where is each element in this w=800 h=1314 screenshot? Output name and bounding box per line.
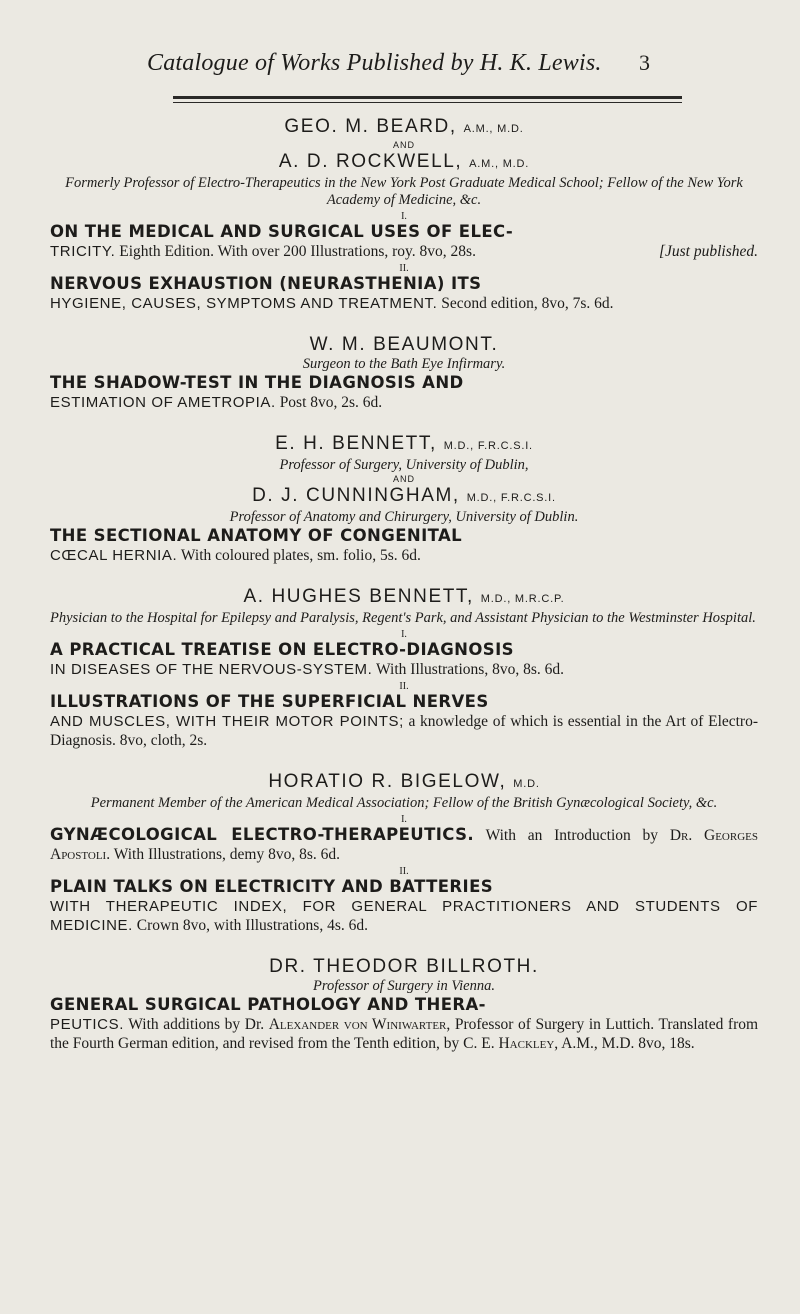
work-detail: With Illustrations, 8vo, 8s. 6d.	[376, 661, 564, 678]
author-name: HORATIO R. BIGELOW,	[268, 771, 507, 792]
work-subtitle: CŒCAL HERNIA.	[50, 547, 178, 564]
work-detail-name: Hackley,	[498, 1035, 559, 1052]
work-detail-pre: With additions by Dr.	[128, 1016, 265, 1033]
author-affiliation: Professor of Surgery, University of Dublin,	[279, 457, 529, 473]
author-degrees: M.D., M.R.C.P.	[480, 593, 565, 605]
work-entry	[50, 222, 758, 261]
header-rule-thick	[173, 96, 682, 99]
author-name: D. J. CUNNINGHAM,	[252, 485, 460, 506]
work-numeral: I.	[401, 814, 407, 825]
author-name: A. D. ROCKWELL,	[278, 151, 463, 172]
author-heading	[50, 151, 758, 175]
author-name: GEO. M. BEARD,	[284, 116, 457, 137]
work-subtitle: ESTIMATION OF AMETROPIA.	[50, 394, 276, 411]
author-affiliation: Physician to the Hospital for Epilepsy and Paralysis, Regent's Park, and Assistant Physician to the Westminster Hospital.	[50, 610, 756, 626]
work-detail: Crown 8vo, with Illustrations, 4s. 6d.	[136, 917, 368, 934]
author-heading	[50, 334, 758, 356]
entry-hughes-bennett	[50, 586, 758, 750]
author-name: DR. THEODOR BILLROTH.	[269, 956, 539, 977]
author-name: E. H. BENNETT,	[275, 433, 437, 454]
work-entry	[50, 274, 758, 313]
work-numeral: I.	[401, 629, 407, 640]
author-affiliation: Surgeon to the Bath Eye Infirmary.	[302, 356, 506, 372]
entry-bigelow	[50, 771, 758, 935]
header-rule-thin	[173, 102, 682, 103]
work-entry	[50, 526, 758, 565]
author-heading	[50, 433, 758, 457]
author-conjunction: AND	[392, 474, 415, 484]
author-degrees: M.D.	[513, 778, 540, 790]
author-heading	[50, 586, 758, 610]
author-name: A. HUGHES BENNETT,	[243, 586, 474, 607]
work-entry	[50, 825, 758, 864]
publication-note: [Just published.	[658, 243, 758, 260]
work-title: GENERAL SURGICAL PATHOLOGY AND THERA-	[50, 995, 486, 1014]
work-numeral: I.	[401, 211, 407, 222]
work-detail-name: Dr. Georges Apostoli.	[50, 827, 758, 863]
author-heading	[50, 116, 758, 140]
author-heading	[50, 771, 758, 795]
work-entry	[50, 995, 758, 1053]
work-detail: Professor of Surgery in Luttich. Translated from the Fourth German edition, and revised from the Tenth edition, by C. E.	[50, 1016, 759, 1052]
running-title: Catalogue of Works Published by H. K. Lewis.	[147, 50, 602, 76]
work-detail: a knowledge of which is essential in the Art of Electro-Diagnosis. 8vo, cloth, 2s.	[50, 713, 759, 749]
work-numeral: II.	[399, 681, 409, 692]
work-entry	[50, 640, 758, 679]
work-detail: Eighth Edition. With over 200 Illustrations, roy. 8vo, 28s.	[119, 243, 476, 260]
work-title: A PRACTICAL TREATISE ON ELECTRO-DIAGNOSIS	[50, 640, 514, 659]
author-affiliation: Formerly Professor of Electro-Therapeutics in the New York Post Graduate Medical School; Fellow of the New York Academy of Medicine, &c.	[65, 175, 743, 208]
work-title: GYNÆCOLOGICAL ELECTRO-THERAPEUTICS.	[50, 825, 475, 844]
work-detail-name: Alexander von Winiwarter,	[268, 1016, 451, 1033]
author-affiliation: Permanent Member of the American Medical Association; Fellow of the British Gynæcological Society, &c.	[90, 795, 718, 811]
work-title: THE SHADOW-TEST IN THE DIAGNOSIS AND	[50, 373, 464, 392]
entry-billroth	[50, 956, 758, 1053]
catalogue-content	[50, 110, 758, 1053]
work-detail: Second edition, 8vo, 7s. 6d.	[441, 295, 614, 312]
work-entry	[50, 877, 758, 935]
page-number: 3	[639, 50, 650, 75]
running-head	[0, 50, 800, 90]
work-title: ON THE MEDICAL AND SURGICAL USES OF ELEC-	[50, 222, 514, 241]
work-detail: Post 8vo, 2s. 6d.	[279, 394, 383, 411]
author-conjunction: AND	[392, 140, 415, 150]
entry-bennett-cunningham	[50, 433, 758, 565]
author-degrees: M.D., F.R.C.S.I.	[466, 492, 556, 504]
work-entry	[50, 692, 758, 750]
author-degrees: A.M., M.D.	[469, 158, 530, 170]
work-subtitle: AND MUSCLES, WITH THEIR MOTOR POINTS;	[50, 713, 404, 730]
work-title: ILLUSTRATIONS OF THE SUPERFICIAL NERVES	[50, 692, 489, 711]
author-name: W. M. BEAUMONT.	[309, 334, 499, 355]
work-entry	[50, 373, 758, 412]
author-heading	[50, 485, 758, 509]
entry-beaumont	[50, 334, 758, 412]
author-degrees: M.D., F.R.C.S.I.	[443, 440, 533, 452]
author-heading	[50, 956, 758, 978]
work-title: PLAIN TALKS ON ELECTRICITY AND BATTERIES	[50, 877, 494, 896]
work-detail-end: A.M., M.D. 8vo, 18s.	[561, 1035, 695, 1052]
work-detail: With coloured plates, sm. folio, 5s. 6d.	[180, 547, 421, 564]
work-detail-pre: With an Introduction by	[485, 827, 659, 844]
work-numeral: II.	[399, 866, 409, 877]
work-subtitle: WITH THERAPEUTIC INDEX, FOR GENERAL PRACTITIONERS AND STUDENTS OF MEDICINE.	[50, 898, 758, 934]
work-subtitle: IN DISEASES OF THE NERVOUS-SYSTEM.	[50, 661, 373, 678]
work-subtitle: PEUTICS.	[50, 1016, 124, 1033]
work-subtitle: TRICITY.	[50, 243, 116, 260]
work-title: THE SECTIONAL ANATOMY OF CONGENITAL	[50, 526, 463, 545]
work-subtitle: HYGIENE, CAUSES, SYMPTOMS AND TREATMENT.	[50, 295, 438, 312]
entry-beard-rockwell	[50, 116, 758, 313]
work-detail: With Illustrations, demy 8vo, 8s. 6d.	[113, 846, 340, 863]
author-affiliation: Professor of Surgery in Vienna.	[313, 978, 495, 994]
work-numeral: II.	[399, 263, 409, 274]
work-title: NERVOUS EXHAUSTION (NEURASTHENIA) ITS	[50, 274, 482, 293]
author-degrees: A.M., M.D.	[463, 123, 524, 135]
author-affiliation: Professor of Anatomy and Chirurgery, University of Dublin.	[229, 509, 579, 525]
